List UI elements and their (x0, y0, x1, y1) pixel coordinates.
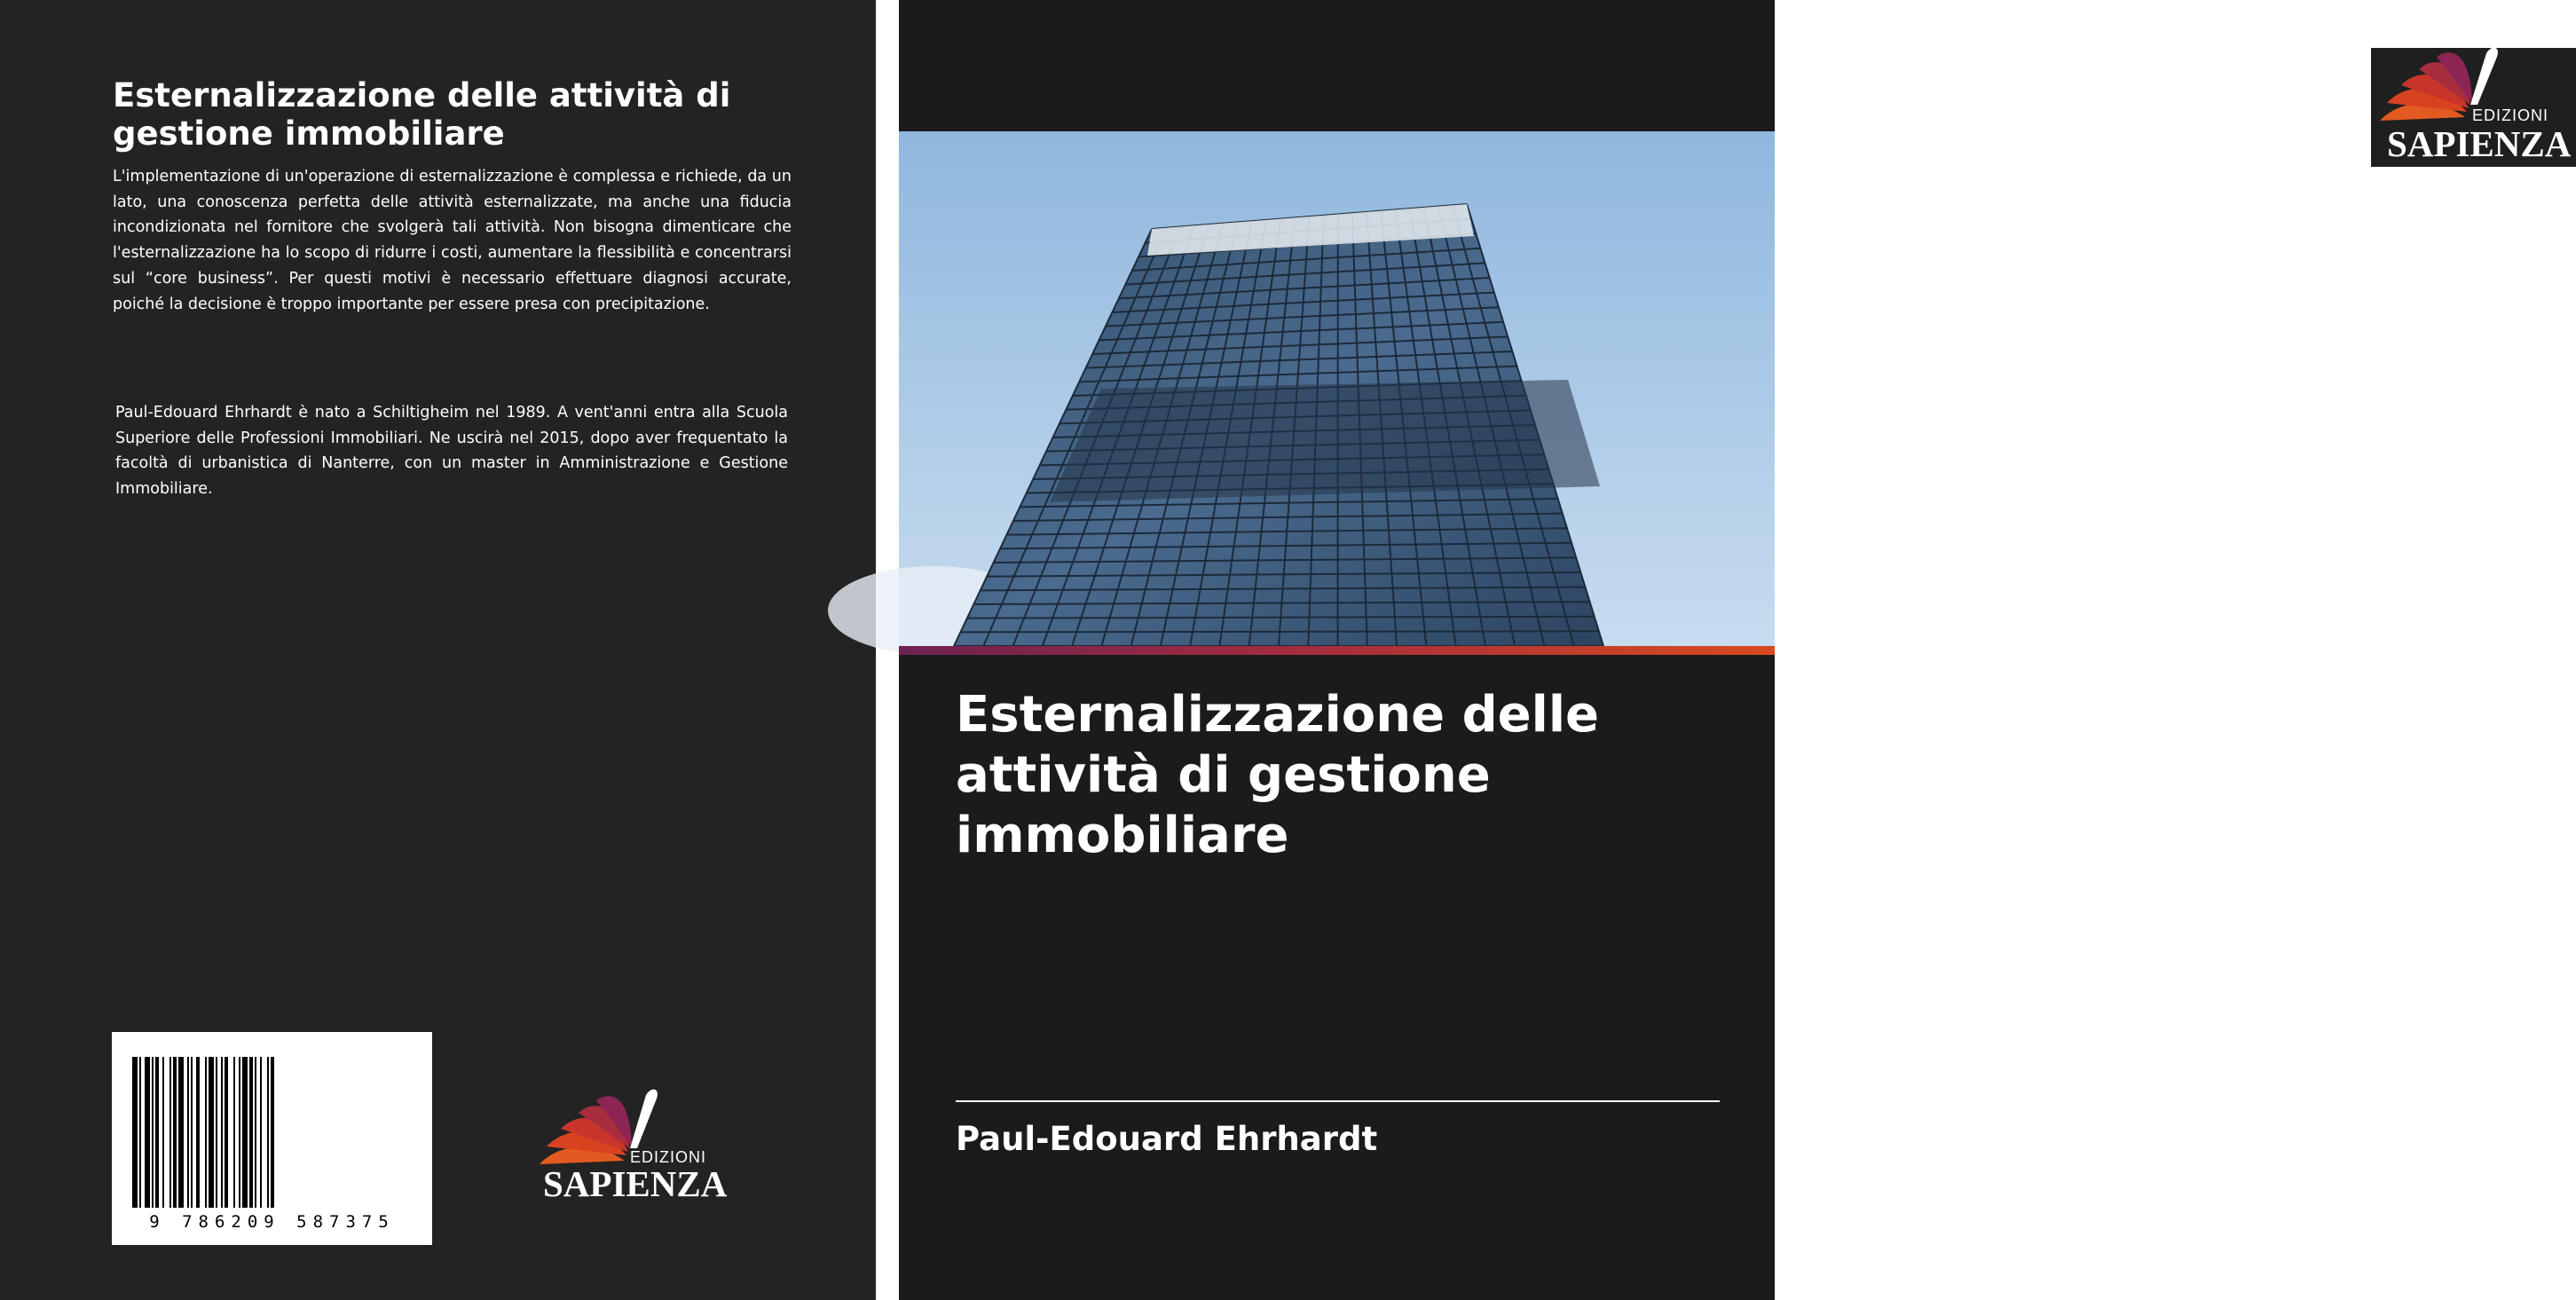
publisher-edizioni-label: EDIZIONI (630, 1148, 707, 1166)
back-cover (0, 0, 876, 1300)
author-name: Paul-Edouard Ehrhardt (956, 1120, 1378, 1158)
accent-stripe (899, 646, 1775, 655)
front-cover-title: Esternalizzazione delle attività di gestione immobiliare (956, 686, 1600, 864)
publisher-edizioni-label: EDIZIONI (2472, 106, 2549, 124)
author-biography: Paul-Edouard Ehrhardt è nato a Schiltigheim nel 1989. A vent'anni entra alla Scuola Superiore delle Professioni Immobiliari. Ne uscirà nel 2015, dopo aver frequentato la facoltà di urbanistica di Nanterre, con un master in Amministrazione e Gestione Immobiliare. (115, 404, 788, 499)
back-cover-title: Esternalizzazione delle attività di gestione immobiliare (113, 76, 731, 153)
divider (956, 1100, 1720, 1102)
publisher-name-label: SAPIENZA (2387, 123, 2572, 164)
building-photo (899, 131, 1775, 646)
publisher-logo-back (538, 1084, 731, 1204)
publisher-name-label: SAPIENZA (543, 1163, 728, 1204)
front-cover (899, 0, 2572, 1300)
publisher-logo-front (2371, 48, 2576, 167)
back-cover-blurb: L'implementazione di un'operazione di esternalizzazione è complessa e richiede, da un lato, una conoscenza perfetta delle attività esternalizzate, ma anche una fiducia incondizionata nel fornitore che svolgerà tali attività. Non bisogna dimenticare che l'esternalizzazione ha lo scopo di ridurre i costi, aumentare la flessibilità e concentrarsi sul “core business”. Per questi motivi è necessario effettuare diagnosi accurate, poiché la decisione è troppo importante per essere presa con precipitazione. (113, 168, 792, 313)
barcode (112, 1032, 432, 1245)
barcode-digits: 9 786209 587375 (149, 1212, 395, 1232)
